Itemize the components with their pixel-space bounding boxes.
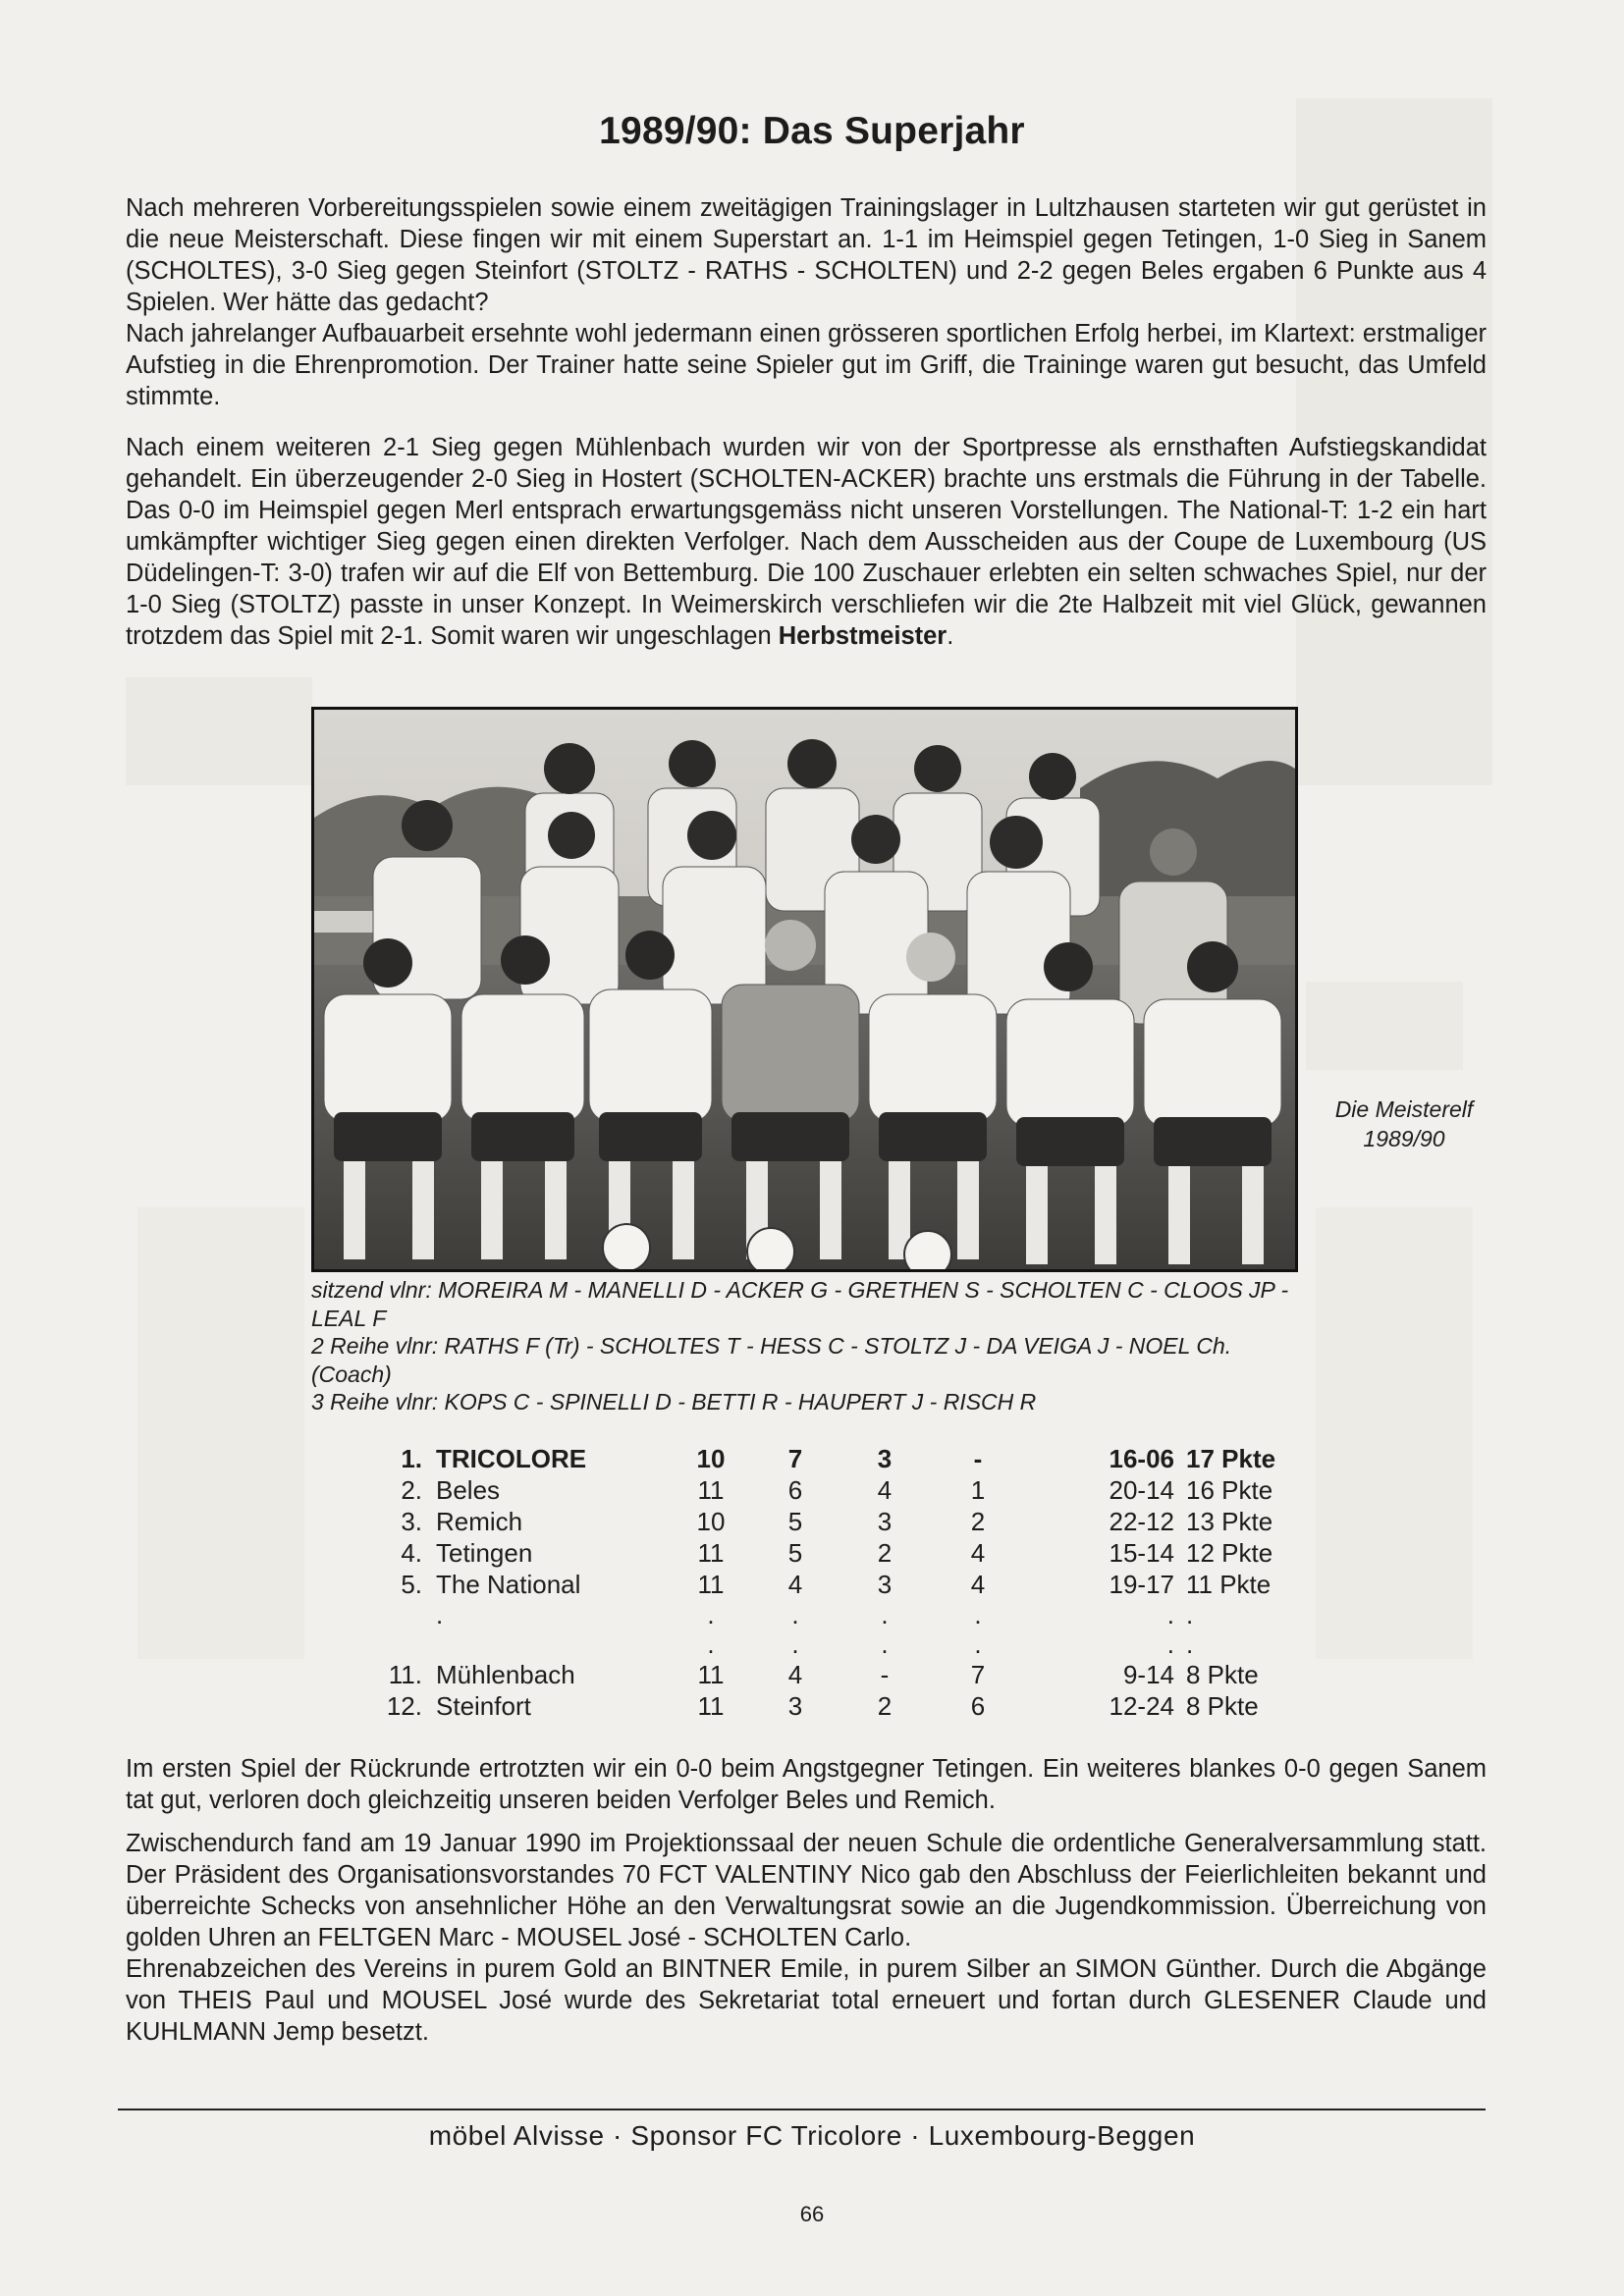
- paragraph: Nach mehreren Vorbereitungsspielen sowie einem zweitägigen Trainingslager in Lultzhausen starteten wir gut gerüstet in die neue Meisterschaft. Diese fingen wir mit einem Superstart an. 1-1 im Heimspiel gegen Tetingen, 1-0 Sieg in Sanem (SCHOLTES), 3-0 Sieg gegen Steinfort (STOLTZ - RATHS - SCHOLTEN) und 2-2 gegen Beles ergaben 6 Punkte aus 4 Spielen. Wer hätte das gedacht?: [126, 194, 1487, 316]
- standings-cell-gp: 10: [696, 1444, 726, 1473]
- paragraph: Nach jahrelanger Aufbauarbeit ersehnte wohl jedermann einen grösseren sportlichen Erfolg herbei, im Klartext: erstmaliger Aufstieg in die Ehrenpromotion. Der Trainer hatte seine Spieler gut im Griff, die Traininge waren gut besucht, das Umfeld stimmte.: [126, 320, 1487, 410]
- standings-cell-d: 2: [877, 1691, 893, 1721]
- standings-cell-gp: 10: [696, 1507, 726, 1536]
- standings-cell-team: TRICOLORE: [436, 1444, 587, 1473]
- standings-cell-d: 4: [877, 1475, 893, 1505]
- standings-cell-gp: 11: [697, 1570, 725, 1599]
- standings-cell-pts: 8 Pkte: [1186, 1691, 1259, 1721]
- standings-row: [361, 1537, 1294, 1569]
- standings-cell-team: Mühlenbach: [436, 1660, 575, 1689]
- standings-cell-l: 6: [970, 1691, 986, 1721]
- standings-cell-pts: 13 Pkte: [1186, 1507, 1273, 1536]
- standings-cell-goals: 19-17: [1109, 1570, 1174, 1599]
- closing-text: [126, 1753, 1487, 2048]
- footer-divider: [118, 2109, 1486, 2110]
- team-photo: [311, 707, 1298, 1272]
- photo-caption-line: Die Meisterelf: [1334, 1096, 1474, 1122]
- standings-cell-d: .: [881, 1629, 889, 1659]
- names-row: 3 Reihe vlnr: KOPS C - SPINELLI D - BETTI R - HAUPERT J - RISCH R: [311, 1389, 1037, 1415]
- standings-cell-team: The National: [436, 1570, 581, 1599]
- bleed-through-box: [126, 677, 312, 785]
- standings-cell-pos: 1.: [401, 1444, 422, 1473]
- standings-cell-w: .: [791, 1629, 799, 1659]
- standings-cell-d: .: [881, 1600, 889, 1629]
- standings-cell-goals: .: [1166, 1600, 1174, 1629]
- paragraph-text: Nach einem weiteren 2-1 Sieg gegen Mühlenbach wurden wir von der Sportpresse als ernsthaften Aufstiegskandidat gehandelt. Ein überzeugender 2-0 Sieg in Hostert (SCHOLTEN-ACKER) brachte uns erstmals die Führung in der Tabelle. Das 0-0 im Heimspiel gegen Merl entsprach erwartungsgemäss nicht unseren Vorstellungen. The National-T: 1-2 ein hart umkämpfter wichtiger Sieg gegen einen direkten Verfolger. Nach dem Ausscheiden aus der Coupe de Luxembourg (US Düdelingen-T: 3-0) trafen wir auf die Elf von Bettemburg. Die 100 Zuschauer erlebten ein selten schwaches Spiel, nur der 1-0 Sieg (STOLTZ) passte in unser Konzept. In Weimerskirch verschliefen wir die 2te Halbzeit mit viel Glück, gewannen trotzdem das Spiel mit 2-1. Somit waren wir ungeschlagen: [126, 434, 1487, 650]
- bleed-through-box: [1316, 1207, 1473, 1659]
- player-names: [311, 1276, 1313, 1416]
- standings-row: [361, 1690, 1294, 1722]
- standings-cell-goals: 15-14: [1109, 1538, 1174, 1568]
- names-row: 2 Reihe vlnr: RATHS F (Tr) - SCHOLTES T - HESS C - STOLTZ J - DA VEIGA J - NOEL Ch. (Coach): [311, 1333, 1232, 1387]
- standings-cell-goals: 22-12: [1109, 1507, 1174, 1536]
- standings-row: [361, 1629, 1294, 1659]
- standings-cell-team: Beles: [436, 1475, 501, 1505]
- standings-cell-gp: 11: [697, 1538, 725, 1568]
- names-row: sitzend vlnr: MOREIRA M - MANELLI D - ACKER G - GRETHEN S - SCHOLTEN C - CLOOS JP - LEAL F: [311, 1277, 1289, 1331]
- standings-cell-team: [436, 1629, 672, 1659]
- standings-cell-pts: 8 Pkte: [1186, 1660, 1259, 1689]
- standings-cell-pts: 12 Pkte: [1186, 1538, 1273, 1568]
- standings-cell-w: 4: [787, 1660, 803, 1689]
- standings-cell-l: .: [974, 1600, 982, 1629]
- standings-cell-w: 5: [787, 1538, 803, 1568]
- herbstmeister-emphasis: Herbstmeister: [778, 622, 947, 650]
- standings-cell-l: -: [973, 1444, 983, 1473]
- standings-cell-pos: [361, 1629, 436, 1659]
- standings-cell-team: .: [436, 1600, 444, 1629]
- standings-row: [361, 1659, 1294, 1690]
- standings-cell-pos: 3.: [401, 1507, 422, 1536]
- standings-cell-gp: .: [707, 1629, 715, 1659]
- standings-cell-gp: .: [707, 1600, 715, 1629]
- standings-cell-d: 3: [877, 1570, 893, 1599]
- standings-row: [361, 1474, 1294, 1506]
- photo-caption-line: 1989/90: [1363, 1126, 1445, 1151]
- standings-cell-pts: .: [1186, 1600, 1194, 1629]
- standings-cell-pos: 5.: [401, 1570, 422, 1599]
- standings-cell-w: 5: [787, 1507, 803, 1536]
- standings-cell-pts: 11 Pkte: [1186, 1570, 1272, 1599]
- standings-row: [361, 1600, 1294, 1629]
- standings-cell-w: 4: [787, 1570, 803, 1599]
- paragraph: Im ersten Spiel der Rückrunde ertrotzten wir ein 0-0 beim Angstgegner Tetingen. Ein weiteres blankes 0-0 gegen Sanem tat gut, verloren doch gleichzeitig unseren beiden Verfolger Beles und Remich.: [126, 1755, 1487, 1814]
- paragraph: Zwischendurch fand am 19 Januar 1990 im Projektionssaal der neuen Schule die ordentliche Generalversammlung statt. Der Präsident des Organisationsvorstandes 70 FCT VALENTINY Nico gab den Abschluss der Feierlichleiten bekannt und überreichte Schecks von ansehnlicher Höhe an den Verwaltungsrat sowie an die Jugendkommission. Überreichung von golden Uhren an FELTGEN Marc - MOUSEL José - SCHOLTEN Carlo.: [126, 1830, 1487, 1951]
- standings-cell-pos: [361, 1600, 436, 1629]
- intro-text: [126, 192, 1487, 652]
- page-title: 1989/90: Das Superjahr: [599, 110, 1025, 152]
- standings-cell-l: 4: [970, 1570, 986, 1599]
- standings-cell-d: 3: [877, 1444, 893, 1473]
- standings-cell-goals: .: [1166, 1629, 1174, 1659]
- standings-body: [361, 1443, 1294, 1722]
- bleed-through-box: [1306, 982, 1463, 1070]
- standings-cell-team: Steinfort: [436, 1691, 531, 1721]
- standings-cell-pts: .: [1186, 1629, 1194, 1659]
- standings-cell-gp: 11: [697, 1691, 725, 1721]
- bleed-through-box: [137, 1207, 304, 1659]
- standings-cell-pos: 2.: [401, 1475, 422, 1505]
- paragraph: [126, 432, 1487, 652]
- standings-row: [361, 1506, 1294, 1537]
- standings-cell-w: .: [791, 1600, 799, 1629]
- standings-cell-goals: 16-06: [1109, 1444, 1174, 1473]
- standings-cell-w: 3: [787, 1691, 803, 1721]
- standings-cell-d: 2: [877, 1538, 893, 1568]
- standings-cell-l: 2: [970, 1507, 986, 1536]
- standings-cell-pos: 4.: [401, 1538, 422, 1568]
- footer-sponsor: möbel Alvisse · Sponsor FC Tricolore · Luxembourg-Beggen: [428, 2120, 1196, 2151]
- page-number: 66: [799, 2202, 825, 2226]
- standings-cell-l: .: [974, 1629, 982, 1659]
- paragraph: Ehrenabzeichen des Vereins in purem Gold an BINTNER Emile, in purem Silber an SIMON Günther. Durch die Abgänge von THEIS Paul und MOUSEL José wurde des Sekretariat total erneuert und fortan durch GLESENER Claude und KUHLMANN Jemp besetzt.: [126, 1955, 1487, 2046]
- standings-cell-l: 7: [970, 1660, 986, 1689]
- standings-cell-goals: 9-14: [1122, 1660, 1174, 1689]
- team-photo-illustration: [314, 710, 1295, 1269]
- standings-cell-gp: 11: [697, 1475, 725, 1505]
- paragraph-end: .: [947, 622, 954, 650]
- photo-caption: [1306, 1095, 1502, 1153]
- standings-cell-d: 3: [877, 1507, 893, 1536]
- standings-cell-goals: 20-14: [1109, 1475, 1174, 1505]
- standings-cell-pts: 17 Pkte: [1186, 1444, 1276, 1473]
- standings-cell-pos: 12.: [386, 1691, 422, 1721]
- standings-cell-pts: 16 Pkte: [1186, 1475, 1273, 1505]
- standings-row: [361, 1443, 1294, 1474]
- standings-cell-gp: 11: [697, 1660, 725, 1689]
- standings-cell-team: Tetingen: [436, 1538, 533, 1568]
- standings-cell-w: 7: [787, 1444, 803, 1473]
- standings-table: [361, 1443, 1294, 1722]
- standings-cell-pos: 11.: [388, 1660, 422, 1689]
- standings-cell-l: 4: [970, 1538, 986, 1568]
- standings-cell-team: Remich: [436, 1507, 523, 1536]
- standings-cell-d: -: [880, 1660, 890, 1689]
- standings-row: [361, 1569, 1294, 1600]
- standings-cell-goals: 12-24: [1109, 1691, 1174, 1721]
- standings-cell-w: 6: [787, 1475, 803, 1505]
- standings-cell-l: 1: [970, 1475, 986, 1505]
